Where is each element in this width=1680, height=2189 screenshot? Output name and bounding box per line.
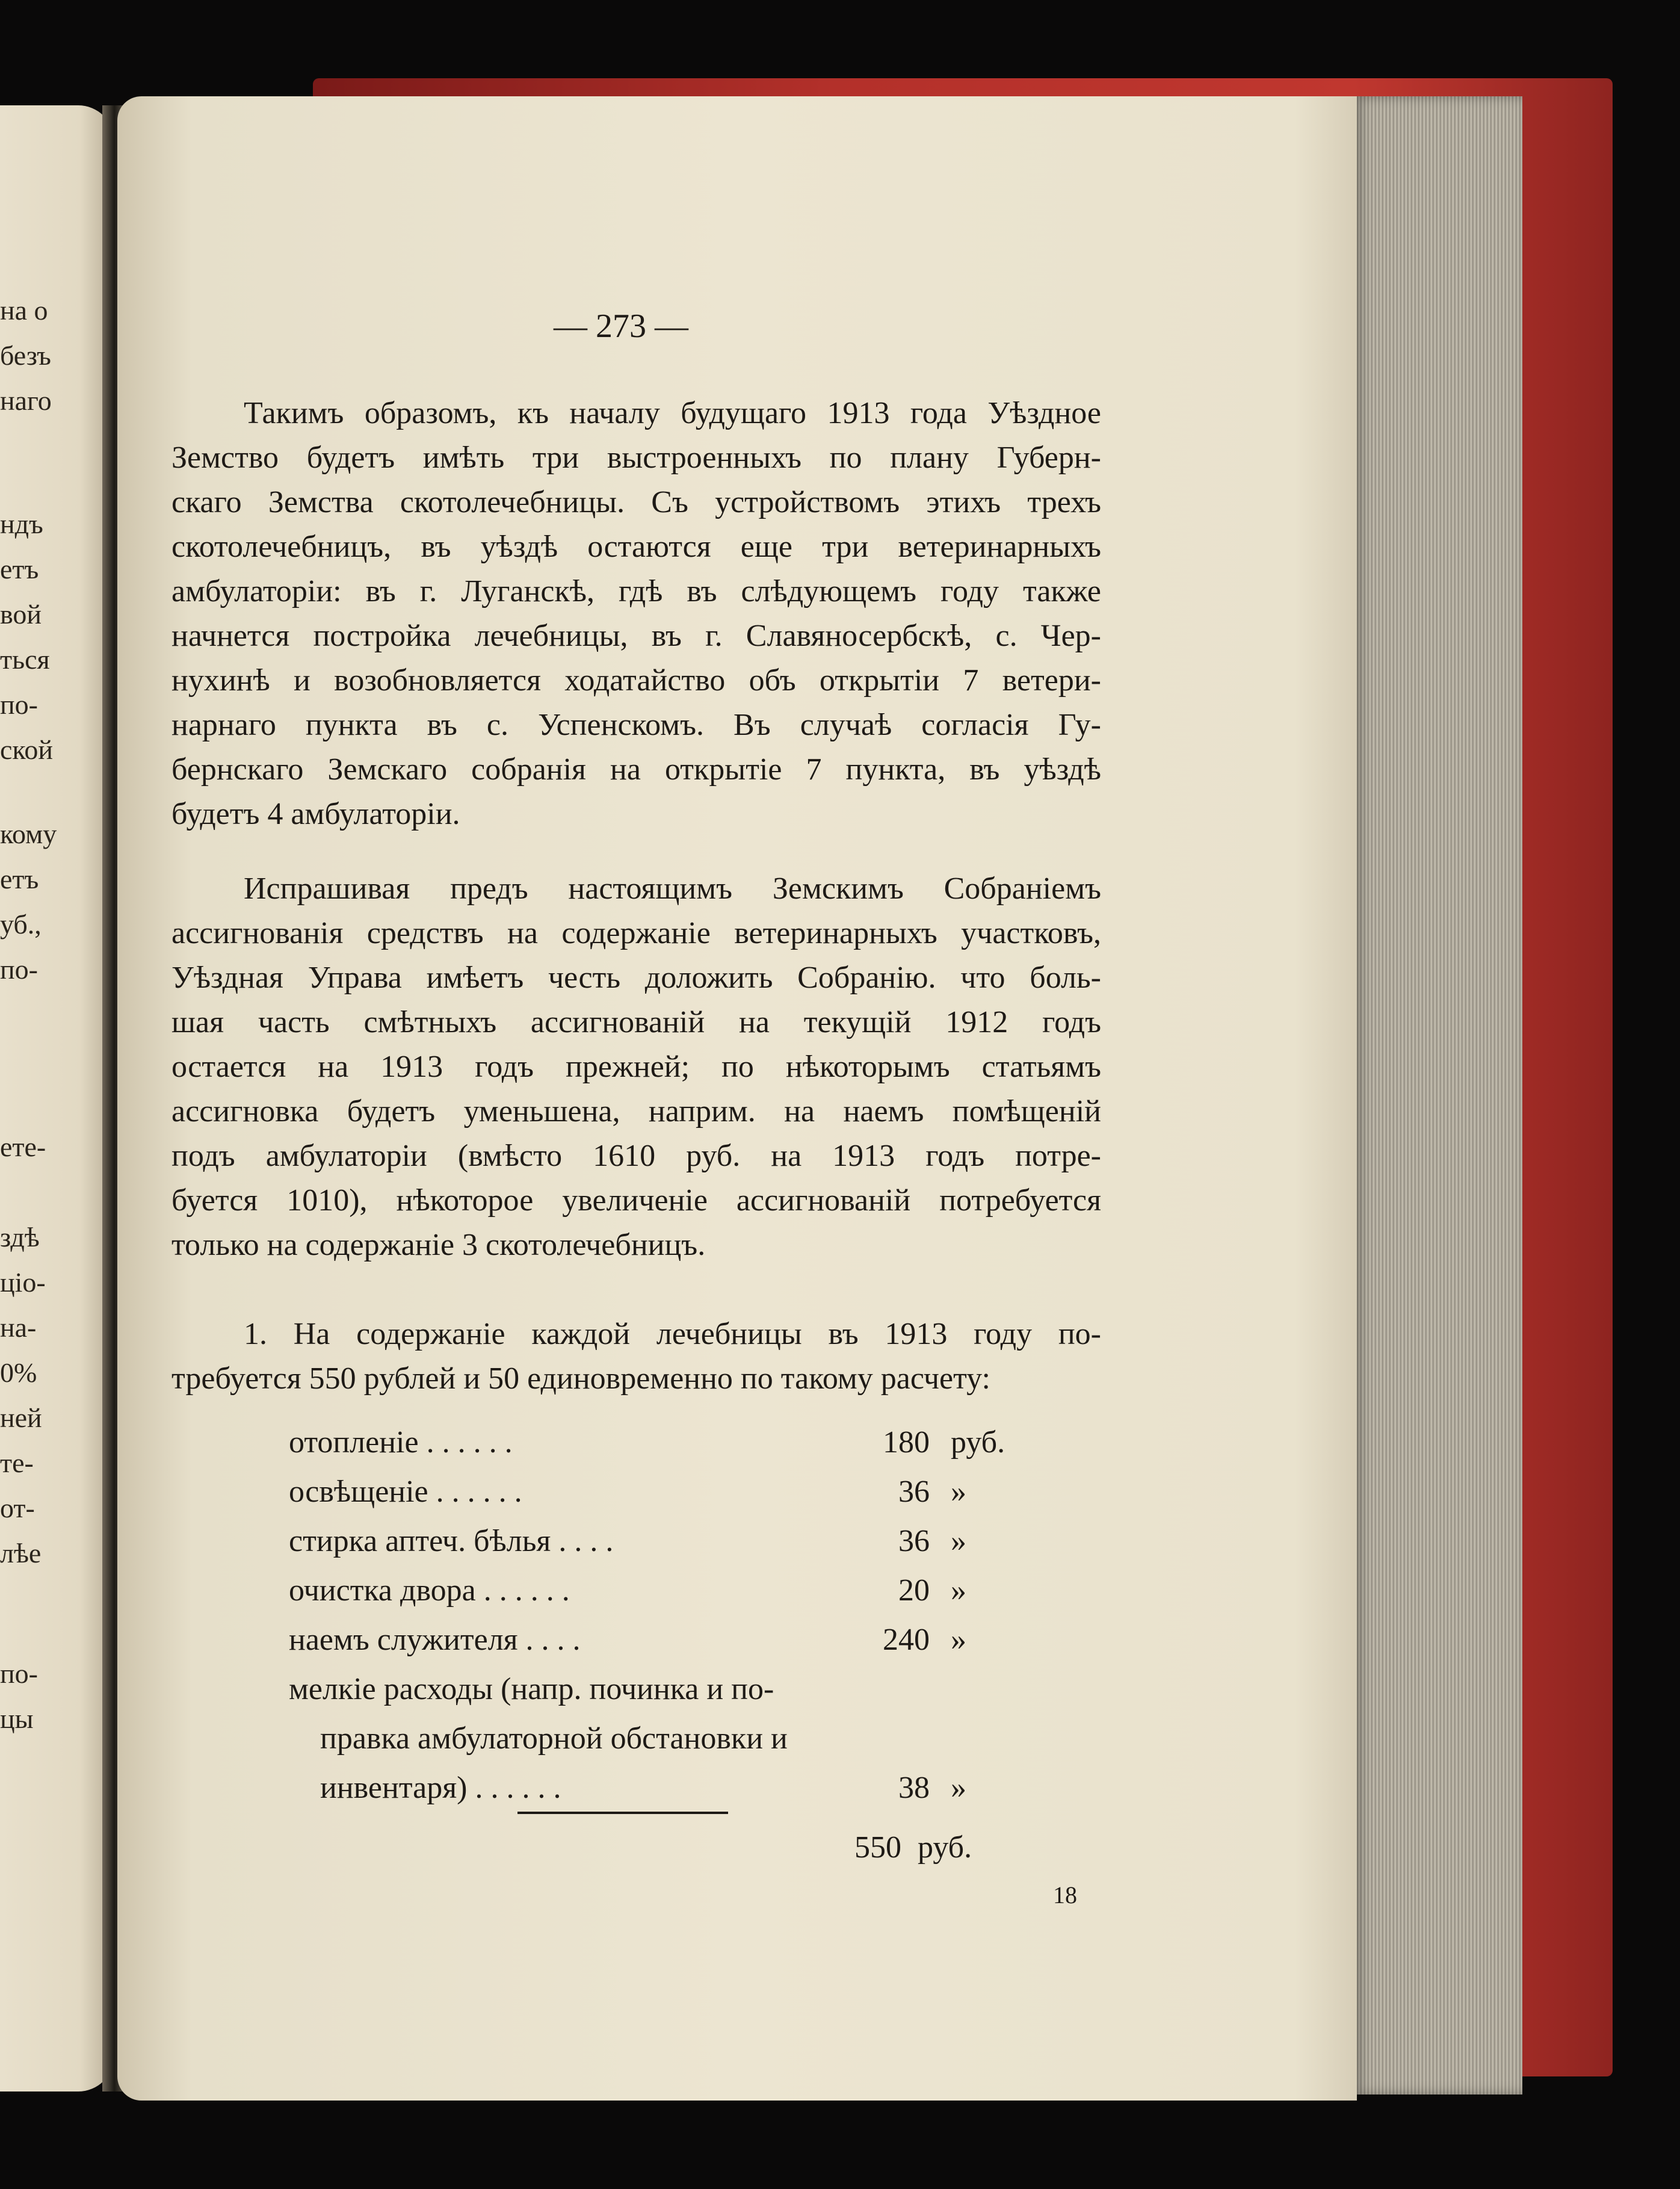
- left-page-fragment: лѣе: [0, 1538, 42, 1568]
- left-page-fragment: безъ: [0, 340, 51, 371]
- sum-rule: [517, 1812, 728, 1814]
- text-line: скаго Земства скотолечебницы. Съ устройствомъ этихъ трехъ: [171, 485, 1101, 519]
- signature-mark: 18: [1053, 1881, 1077, 1909]
- left-page-fragment: уб.,: [0, 909, 42, 940]
- text-line: Земство будетъ имѣть три выстроенныхъ по плану Губерн-: [171, 441, 1101, 475]
- left-page-fragment: здѣ: [0, 1222, 40, 1252]
- page-edges: [1354, 96, 1522, 2095]
- left-page-fragment: ндъ: [0, 509, 43, 539]
- expense-unit: руб.: [951, 1425, 1005, 1460]
- left-page-fragment: етъ: [0, 554, 39, 584]
- expense-label: освѣщеніе . . . . . .: [289, 1475, 522, 1509]
- left-page-fragment: по-: [0, 954, 38, 985]
- left-page-fragment: те-: [0, 1447, 34, 1478]
- text-line: остается на 1913 годъ прежней; по нѣкоторымъ статьямъ: [171, 1050, 1101, 1084]
- text-line: будетъ 4 амбулаторіи.: [171, 797, 460, 831]
- left-page-fragment: етъ: [0, 864, 39, 894]
- expense-label: правка амбулаторной обстановки и: [289, 1721, 788, 1756]
- expense-label: наемъ служителя . . . .: [289, 1623, 581, 1657]
- left-facing-page: [0, 105, 114, 2091]
- paragraph-3: [171, 1312, 1101, 1401]
- text-line: нухинѣ и возобновляется ходатайство объ открытіи 7 ветери-: [171, 663, 1101, 698]
- left-page-fragment: по-: [0, 1658, 38, 1689]
- expense-amount: 180: [883, 1425, 930, 1460]
- paragraph-1: [171, 391, 1101, 837]
- left-page-fragment: цы: [0, 1703, 34, 1734]
- expense-label: отопленіе . . . . . .: [289, 1425, 513, 1460]
- text-line: буется 1010), нѣкоторое увеличеніе ассигнованій потребуется: [171, 1183, 1101, 1218]
- expense-label: стирка аптеч. бѣлья . . . .: [289, 1524, 614, 1558]
- text-line: ассигнованія средствъ на содержаніе ветеринарныхъ участковъ,: [171, 916, 1101, 950]
- left-page-fragment: ете-: [0, 1132, 46, 1162]
- left-page-fragment: кому: [0, 819, 57, 849]
- text-line: Уѣздная Управа имѣетъ честь доложить Собранію. что боль-: [171, 961, 1101, 995]
- text-line: требуется 550 рублей и 50 единовременно по такому расчету:: [171, 1361, 990, 1396]
- page-number: — 273 —: [554, 308, 688, 345]
- text-line: подъ амбулаторіи (вмѣсто 1610 руб. на 1913 годъ потре-: [171, 1139, 1101, 1173]
- expense-unit: »: [951, 1573, 966, 1608]
- expense-label: мелкіе расходы (напр. починка и по-: [289, 1672, 774, 1706]
- left-page-fragment: на о: [0, 295, 48, 326]
- left-page-fragment: вой: [0, 599, 42, 630]
- left-page-fragment: 0%: [0, 1357, 37, 1388]
- expense-unit: »: [951, 1475, 966, 1509]
- text-line: амбулаторіи: въ г. Луганскѣ, гдѣ въ слѣдующемъ году также: [171, 574, 1101, 608]
- text-line: Такимъ образомъ, къ началу будущаго 1913 года Уѣздное: [244, 396, 1101, 430]
- expense-amount: 240: [883, 1623, 930, 1657]
- expense-amount: 20: [898, 1573, 930, 1608]
- left-page-fragment: от-: [0, 1493, 35, 1523]
- expense-amount: 38: [898, 1771, 930, 1805]
- expense-unit: »: [951, 1524, 966, 1558]
- text-line: бернскаго Земскаго собранія на открытіе 7 пункта, въ уѣздѣ: [171, 752, 1101, 787]
- paragraph-2: [171, 867, 1101, 1268]
- left-page-fragment: на-: [0, 1312, 37, 1343]
- expense-unit: »: [951, 1623, 966, 1657]
- expense-label: инвентаря) . . . . . .: [289, 1771, 561, 1805]
- text-line: ассигновка будетъ уменьшена, наприм. на наемъ помѣщеній: [171, 1094, 1101, 1129]
- text-line: скотолечебницъ, въ уѣздѣ остаются еще три ветеринарныхъ: [171, 530, 1101, 564]
- expense-unit: »: [951, 1771, 966, 1805]
- text-line: только на содержаніе 3 скотолечебницъ.: [171, 1228, 706, 1262]
- total-amount: [854, 1830, 972, 1865]
- text-line: 1. На содержаніе каждой лечебницы въ 1913 году по-: [244, 1317, 1101, 1351]
- left-page-fragment: ней: [0, 1402, 42, 1433]
- total-unit: руб.: [918, 1830, 972, 1865]
- text-line: начнется постройка лечебницы, въ г. Славяносербскѣ, с. Чер-: [171, 619, 1101, 653]
- left-page-fragment: ской: [0, 734, 54, 765]
- left-page-fragment: по-: [0, 689, 38, 720]
- left-page-fragment: ться: [0, 644, 50, 675]
- text-line: нарнаго пункта въ с. Успенскомъ. Въ случаѣ согласія Гу-: [171, 708, 1101, 742]
- expense-label: очистка двора . . . . . .: [289, 1573, 570, 1608]
- left-page-fragment: наго: [0, 385, 52, 416]
- left-page-fragment: ціо-: [0, 1267, 46, 1298]
- text-line: Испрашивая предъ настоящимъ Земскимъ Собраніемъ: [244, 872, 1101, 906]
- expense-amount: 36: [898, 1524, 930, 1558]
- expense-amount: 36: [898, 1475, 930, 1509]
- total-value: 550: [854, 1830, 901, 1865]
- text-line: шая часть смѣтныхъ ассигнованій на текущій 1912 годъ: [171, 1005, 1101, 1039]
